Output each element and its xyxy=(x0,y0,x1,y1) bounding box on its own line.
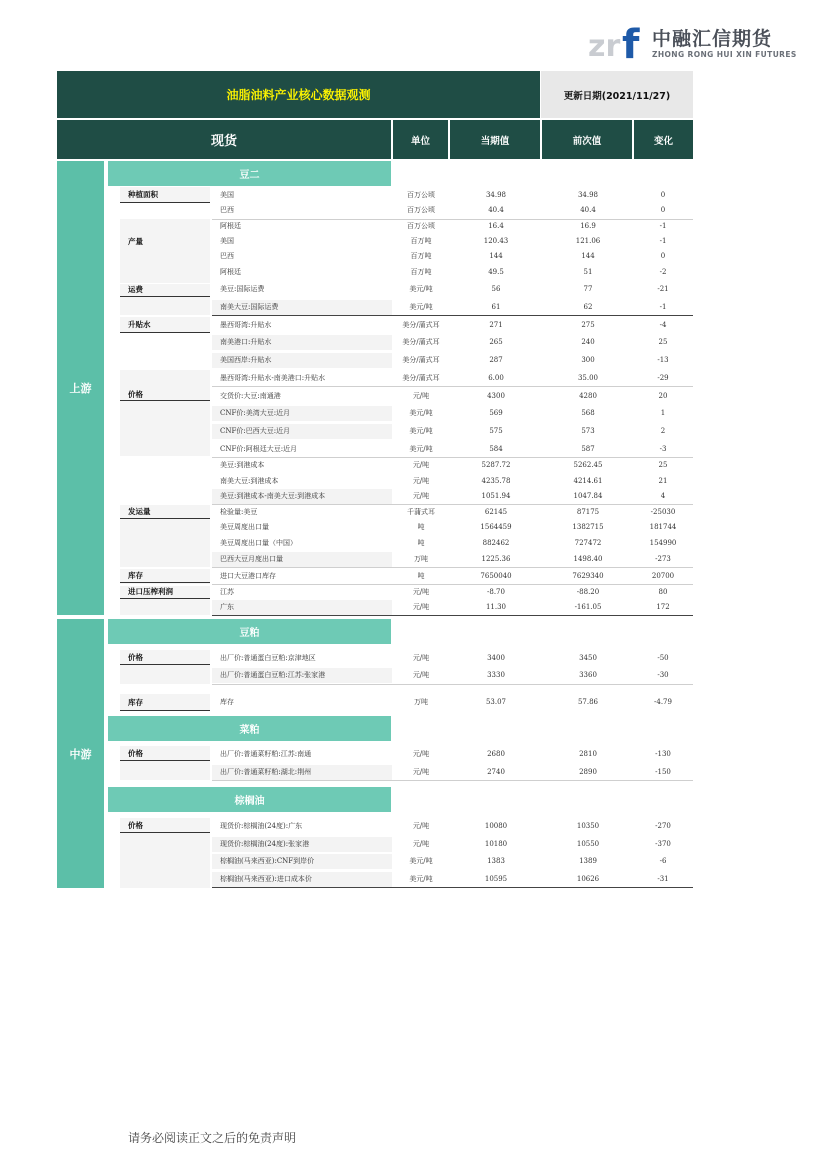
table-row: 巴西 百万吨 144 144 0 xyxy=(220,252,666,260)
category-divider xyxy=(120,332,210,333)
row-divider xyxy=(212,615,693,616)
category-label-shipment: 发运量 xyxy=(128,507,151,516)
table-row: 棕榈油(马来西亚):CNF到岸价 美元/吨 1383 1389 -6 xyxy=(212,854,693,869)
table-row: 阿根廷 百万公顷 16.4 16.9 -1 xyxy=(220,222,667,230)
category-label-freight: 运费 xyxy=(128,285,143,294)
table-row: 出厂价:普通菜籽粕:江苏:南通 元/吨 2680 2810 -130 xyxy=(220,750,671,758)
column-header-previous: 前次值 xyxy=(542,120,632,159)
svg-text:f: f xyxy=(622,22,640,62)
stage-upstream: 上游 xyxy=(57,161,104,615)
row-divider xyxy=(212,315,693,316)
category-label-premium: 升贴水 xyxy=(128,320,151,329)
table-row: 美豆周度出口量 吨 1564459 1382715 181744 xyxy=(220,523,677,531)
category-divider xyxy=(120,202,210,203)
update-date: 更新日期(2021/11/27) xyxy=(541,71,693,118)
category-label-stock: 库存 xyxy=(128,571,143,580)
category-divider xyxy=(120,710,210,711)
table-row: 南美大豆:国际运费 美元/吨 61 62 -1 xyxy=(212,300,693,315)
table-row: 进口大豆港口库存 吨 7650040 7629340 20700 xyxy=(220,572,675,580)
category-label-crush-margin: 进口压榨利润 xyxy=(128,587,173,596)
table-row: 交货价:大豆:南通港 元/吨 4300 4280 20 xyxy=(220,392,668,400)
report-title: 油脂油料产业核心数据观测 xyxy=(57,71,540,118)
category-label-area: 种植面积 xyxy=(128,190,158,199)
table-row: 墨西哥湾:升贴水-南美港口:升贴水 美分/蒲式耳 6.00 35.00 -29 xyxy=(220,374,669,382)
table-row: 出厂价:普通蛋白豆粕:京津地区 元/吨 3400 3450 -50 xyxy=(220,654,669,662)
category-label-soymeal-stock: 库存 xyxy=(128,698,143,707)
table-row: 南美港口:升贴水 美分/蒲式耳 265 240 25 xyxy=(212,335,693,350)
logo-chinese-name: 中融汇信期货 xyxy=(652,28,773,50)
section-soy2: 豆二 xyxy=(108,161,391,186)
table-row: 美豆:到港成本-南美大豆:到港成本 元/吨 1051.94 1047.84 4 xyxy=(212,489,693,504)
row-divider xyxy=(212,567,693,568)
company-logo xyxy=(588,20,797,64)
table-row: 美豆周度出口量（中国） 吨 882462 727472 154990 xyxy=(220,539,677,547)
table-row: CNF价:美湾大豆:近月 美元/吨 569 568 1 xyxy=(212,406,693,421)
table-row: 棕榈油(马来西亚):进口成本价 美元/吨 10595 10626 -31 xyxy=(212,872,693,887)
znf-logo-mark xyxy=(588,22,646,62)
table-row: 美国西岸:升贴水 美分/蒲式耳 287 300 -13 xyxy=(212,353,693,368)
table-row: 墨西哥湾:升贴水 美分/蒲式耳 271 275 -4 xyxy=(220,321,667,329)
table-row: 现货价:棕榈油(24度):张家港 元/吨 10180 10550 -370 xyxy=(212,837,693,852)
table-row: 美国 百万吨 120.43 121.06 -1 xyxy=(220,237,667,245)
row-divider xyxy=(212,887,693,888)
category-block xyxy=(120,370,210,456)
section-rapemeal: 菜粕 xyxy=(108,716,391,741)
table-row: 出厂价:普通蛋白豆粕:江苏:张家港 元/吨 3330 3360 -30 xyxy=(212,668,693,683)
table-row: 巴西大豆月度出口量 万吨 1225.36 1498.40 -273 xyxy=(212,552,693,567)
table-row: 美豆:国际运费 美元/吨 56 77 -21 xyxy=(220,285,669,293)
row-divider xyxy=(212,684,693,685)
table-row: 美豆:到港成本 元/吨 5287.72 5262.45 25 xyxy=(220,461,668,469)
table-row: 美国 百万公顷 34.98 34.98 0 xyxy=(220,191,666,199)
category-label-palm-price: 价格 xyxy=(128,821,143,830)
table-row: 现货价:棕榈油(24度):广东 元/吨 10080 10350 -270 xyxy=(220,822,671,830)
row-divider xyxy=(212,780,693,781)
stage-midstream: 中游 xyxy=(57,619,104,888)
logo-english-name: ZHONG RONG HUI XIN FUTURES xyxy=(652,50,797,59)
section-soymeal: 豆粕 xyxy=(108,619,391,644)
column-header-current: 当期值 xyxy=(450,120,540,159)
category-label-price: 价格 xyxy=(128,390,143,399)
disclaimer-note: 请务必阅读正文之后的免责声明 xyxy=(128,1131,297,1145)
table-row: CNF价:巴西大豆:近月 美元/吨 575 573 2 xyxy=(212,424,693,439)
section-palm: 棕榈油 xyxy=(108,787,391,812)
category-label-rapemeal-price: 价格 xyxy=(128,749,143,758)
category-label-soymeal-price: 价格 xyxy=(128,653,143,662)
table-row: 检验量:美豆 千蒲式耳 62145 87175 -25030 xyxy=(220,508,676,516)
table-row: 南美大豆:到港成本 元/吨 4235.78 4214.61 21 xyxy=(220,477,668,485)
row-divider xyxy=(212,386,693,387)
table-row: 库存 万吨 53.07 57.86 -4.79 xyxy=(220,698,672,706)
column-header-unit: 单位 xyxy=(393,120,448,159)
column-header-change: 变化 xyxy=(634,120,693,159)
table-row: 阿根廷 百万吨 49.5 51 -2 xyxy=(220,268,667,276)
table-row: 广东 元/吨 11.30 -161.05 172 xyxy=(212,600,693,615)
column-header-spot: 现货 xyxy=(57,120,391,159)
category-label-output: 产量 xyxy=(128,237,143,246)
table-row: 出厂价:普通菜籽粕:湖北:荆州 元/吨 2740 2890 -150 xyxy=(212,765,693,780)
svg-text:zr: zr xyxy=(588,29,621,62)
category-block xyxy=(120,219,210,283)
table-row: 巴西 百万公顷 40.4 40.4 0 xyxy=(220,206,666,214)
table-row: CNF价:阿根廷大豆:近月 美元/吨 584 587 -3 xyxy=(220,445,667,453)
table-row: 江苏 元/吨 -8.70 -88.20 80 xyxy=(220,588,668,596)
